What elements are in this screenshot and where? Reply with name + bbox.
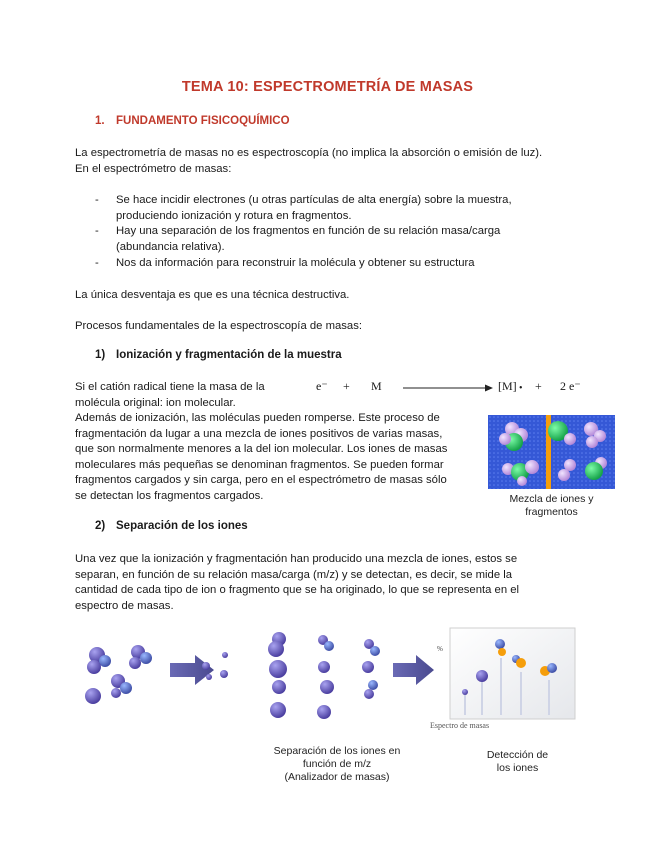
radical-line: Si el catión radical tiene la masa de la: [75, 381, 265, 393]
page-title: TEMA 10: ESPECTROMETRÍA DE MASAS: [181, 79, 474, 95]
ion-mixture-figure: [488, 415, 615, 489]
paragraph-line: cantidad de cada tipo de ion o fragmento que se ha originado, lo que se representa en el: [75, 584, 520, 596]
bullet-dash: -: [95, 194, 99, 206]
bullet-item: [95, 224, 565, 255]
paragraph-line: que son normalmente menores a la del ion molecular. Los iones de masas: [75, 443, 448, 455]
radical-line: molécula original: ion molecular.: [75, 396, 236, 409]
ion-particle: [85, 688, 101, 704]
electron-symbol: e⁻: [316, 379, 328, 393]
paragraph-line: Una vez que la ionización y fragmentación han producido una mezcla de iones, estos se: [75, 553, 518, 565]
plus-sign: +: [535, 379, 542, 393]
caption-line: Detección de: [486, 749, 549, 761]
plus-sign: +: [343, 379, 350, 393]
separated-column: [362, 639, 380, 699]
disadvantage-text: La única desventaja es que es una técnica destructiva.: [75, 289, 350, 301]
caption-line: función de m/z: [302, 758, 372, 770]
separated-column: [220, 652, 228, 678]
bullet-line: produciendo ionización y rotura en fragmentos.: [116, 209, 352, 222]
ion-particle: [202, 662, 210, 670]
bullet-item: [95, 256, 565, 272]
mixture-caption: [488, 493, 615, 519]
radical-dot: •: [519, 383, 523, 394]
bullet-line: Hay una separación de los fragmentos en función de su relación masa/carga: [116, 225, 501, 237]
bullet-line: Se hace incidir electrones (u otras partículas de alta energía) sobre la muestra,: [116, 194, 512, 206]
caption-line: fragmentos: [525, 506, 578, 518]
step1-title: Ionización y fragmentación de la muestra: [116, 349, 342, 361]
paragraph-line: fragmentación da lugar a una mezcla de iones positivos de varias masas,: [75, 427, 443, 440]
section-number: 1.: [95, 115, 105, 127]
spectrum-panel: [450, 628, 575, 719]
molecular-ion-symbol: [M]: [498, 379, 517, 393]
section-title: FUNDAMENTO FISICOQUÍMICO: [116, 115, 290, 127]
peak-ion: [476, 670, 488, 682]
bullet-line: (abundancia relativa).: [116, 240, 225, 253]
processes-intro: Procesos fundamentales de la espectroscopía de masas:: [75, 320, 362, 332]
step2-heading: [95, 520, 248, 532]
paragraph-line: espectro de masas.: [75, 599, 174, 612]
reaction-arrow-icon: [403, 382, 493, 394]
separation-caption: [262, 745, 412, 784]
spectrum-label: Espectro de masas: [430, 721, 490, 730]
separated-column: [317, 635, 334, 719]
separation-diagram: [80, 625, 590, 740]
ion-cluster: [87, 647, 111, 674]
bullet-dash: -: [95, 225, 99, 237]
ion-cluster: [111, 674, 132, 698]
fragmentation-paragraph: [75, 411, 475, 504]
molecule-symbol: M: [371, 379, 382, 393]
paragraph-line: se detectan los fragmentos cargados.: [75, 489, 264, 502]
paragraph-line: Además de ionización, las moléculas pueden romperse. Este proceso de: [75, 412, 440, 424]
process-arrow-icon: [170, 655, 214, 685]
separated-column: [268, 632, 287, 718]
detection-caption: [465, 749, 570, 775]
bullet-dash: -: [95, 257, 99, 269]
ionization-equation: [310, 379, 581, 397]
ion-particle: [206, 674, 212, 680]
bullet-item: [95, 193, 565, 224]
intro-line: La espectrometría de masas no es espectroscopía (no implica la absorción o emisión de luz).: [75, 147, 543, 159]
caption-line: (Analizador de masas): [284, 771, 390, 783]
caption-line: los iones: [496, 762, 539, 774]
radical-text: [75, 380, 315, 411]
ion-cluster: [129, 645, 152, 669]
paragraph-line: separan, en función de su relación masa/carga (m/z) y se detectan, es decir, se mide la: [75, 568, 513, 581]
peak-ion: [462, 689, 468, 695]
electrons-out: 2 e⁻: [560, 379, 581, 393]
paragraph-line: moleculares más pequeñas se denominan fragmentos. Se pueden formar: [75, 458, 444, 471]
step1-number: 1): [95, 349, 106, 361]
bullet-line: Nos da información para reconstruir la molécula y obtener su estructura: [116, 257, 475, 269]
process-arrow-icon: [393, 655, 434, 685]
step1-heading: [95, 349, 342, 361]
separation-paragraph: [75, 552, 575, 614]
step2-title: Separación de los iones: [116, 520, 248, 532]
paragraph-line: fragmentos cargados y sin carga, pero en el espectrómetro de masas sólo: [75, 474, 447, 486]
intro-paragraph: [75, 146, 575, 177]
section-heading: [95, 115, 290, 127]
caption-line: Mezcla de iones y: [509, 493, 594, 505]
spectrum-y-label: %: [437, 645, 443, 653]
intro-line: En el espectrómetro de masas:: [75, 162, 232, 175]
caption-line: Separación de los iones en: [273, 745, 401, 757]
step2-number: 2): [95, 520, 106, 532]
